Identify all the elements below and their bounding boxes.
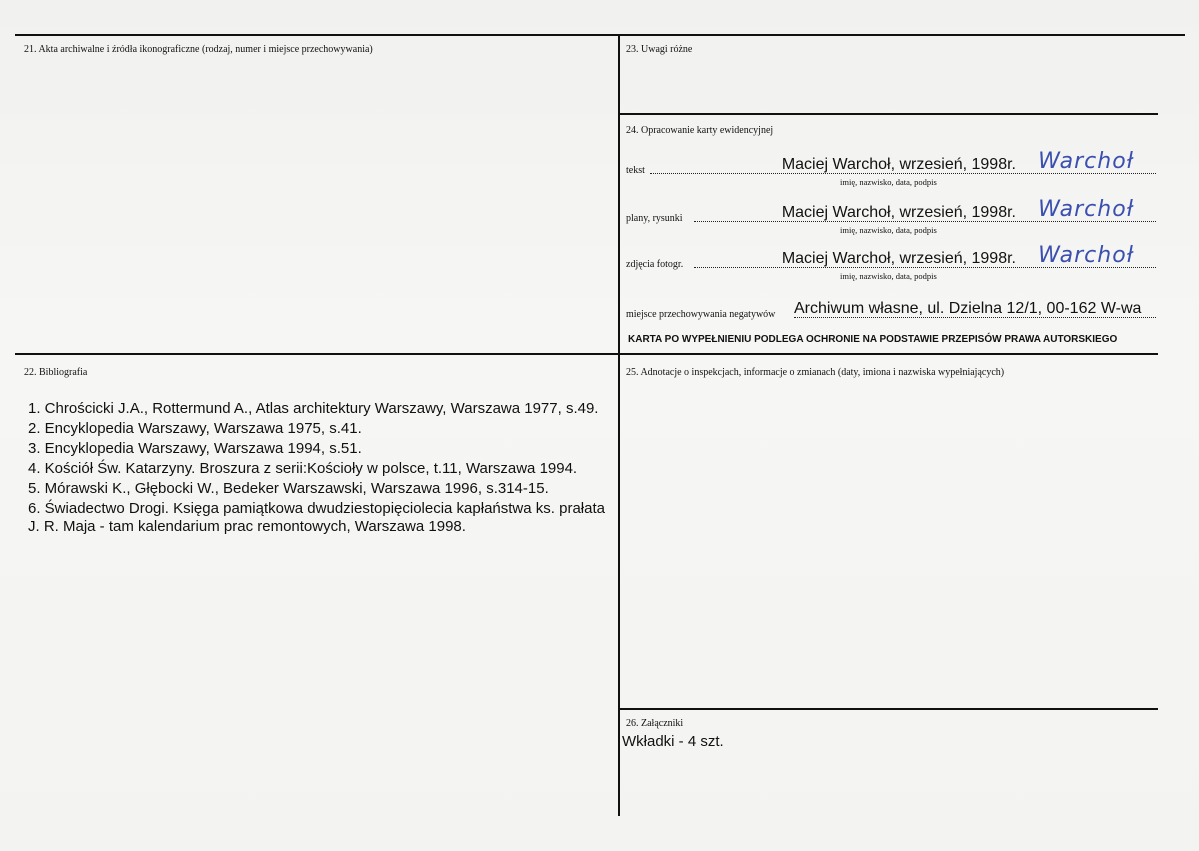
row-drawings-caption: imię, nazwisko, data, podpis xyxy=(840,225,937,235)
row-drawings-label: plany, rysunki xyxy=(626,213,683,224)
divider-25-26 xyxy=(618,708,1158,710)
section-25-label: 25. Adnotacje o inspekcjach, informacje o zmianach (daty, imiona i nazwiska wypełniających) xyxy=(626,367,1005,378)
row-text-value: Maciej Warchoł, wrzesień, 1998r. xyxy=(781,156,1016,173)
row-photos xyxy=(626,243,1156,281)
section-26-label: 26. Załączniki xyxy=(626,718,684,729)
bibliography-item: 2. Encyklopedia Warszawy, Warszawa 1975, s.41. xyxy=(28,420,362,437)
row-text xyxy=(626,149,1156,187)
row-drawings-value: Maciej Warchoł, wrzesień, 1998r. xyxy=(781,204,1016,221)
top-border xyxy=(15,34,1185,36)
section-24-label: 24. Opracowanie karty ewidencyjnej xyxy=(626,125,774,136)
row-negatives xyxy=(626,296,1156,326)
handwritten-signature: Warchoł xyxy=(1038,243,1134,268)
bibliography-item: 4. Kościół Św. Katarzyny. Broszura z serii:Kościoły w polsce, t.11, Warszawa 1994. xyxy=(28,460,578,477)
negatives-value: Archiwum własne, ul. Dzielna 12/1, 00-162 W-wa xyxy=(794,300,1142,317)
center-divider xyxy=(618,34,620,816)
bibliography-item: 5. Mórawski K., Głębocki W., Bedeker Warszawski, Warszawa 1996, s.314-15. xyxy=(28,480,549,497)
bibliography-item: 6. Świadectwo Drogi. Księga pamiątkowa dwudziestopięciolecia kapłaństwa ks. prałata J. R. Maja - tam kalendarium prac remontowych, Warszawa 1998. xyxy=(28,500,605,535)
row-photos-value: Maciej Warchoł, wrzesień, 1998r. xyxy=(781,250,1016,267)
bibliography-item: 3. Encyklopedia Warszawy, Warszawa 1994, s.51. xyxy=(28,440,362,457)
divider-left-middle xyxy=(15,353,618,355)
bibliography-item: 1. Chrościcki J.A., Rottermund A., Atlas architektury Warszawy, Warszawa 1977, s.49. xyxy=(28,400,599,417)
row-photos-label: zdjęcia fotogr. xyxy=(626,259,684,270)
row-text-caption: imię, nazwisko, data, podpis xyxy=(840,177,937,187)
bibliography-list xyxy=(28,400,608,538)
section-23-label: 23. Uwagi różne xyxy=(626,44,693,55)
section-21-label: 21. Akta archiwalne i źródła ikonograficzne (rodzaj, numer i miejsce przechowywania) xyxy=(24,44,373,55)
row-text-label: tekst xyxy=(626,165,645,176)
section-22-label: 22. Bibliografia xyxy=(24,367,88,378)
handwritten-signature: Warchoł xyxy=(1038,197,1134,222)
divider-right-middle xyxy=(618,353,1158,355)
handwritten-signature: Warchoł xyxy=(1038,149,1134,174)
row-photos-caption: imię, nazwisko, data, podpis xyxy=(840,271,937,281)
row-drawings xyxy=(626,197,1156,235)
divider-23-24 xyxy=(618,113,1158,115)
negatives-label: miejsce przechowywania negatywów xyxy=(626,309,776,320)
copyright-notice: KARTA PO WYPEŁNIENIU PODLEGA OCHRONIE NA PODSTAWIE PRZEPISÓW PRAWA AUTORSKIEGO xyxy=(628,334,1118,345)
attachments-value: Wkładki - 4 szt. xyxy=(622,733,724,750)
